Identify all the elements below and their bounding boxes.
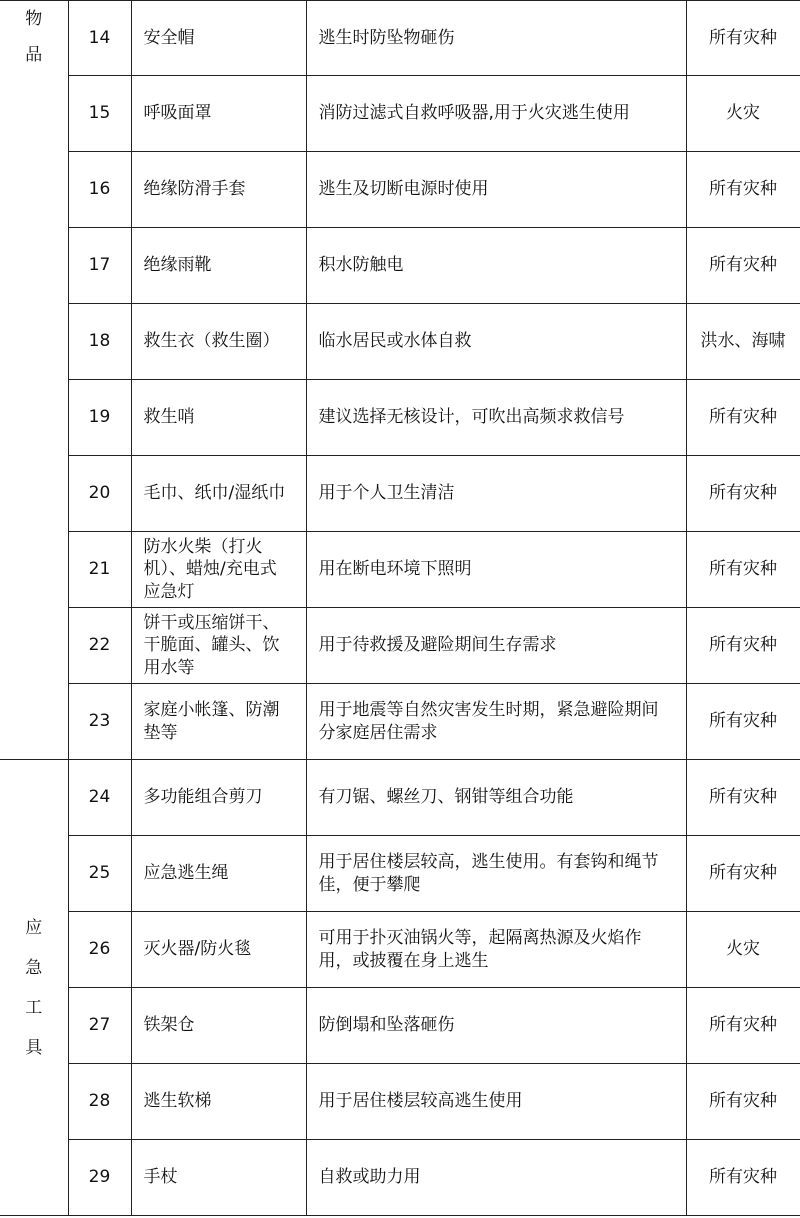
row-number: 29 bbox=[68, 1140, 131, 1216]
row-number: 22 bbox=[68, 608, 131, 684]
item-usage: 自救或助力用 bbox=[306, 1140, 686, 1216]
row-number: 18 bbox=[68, 304, 131, 380]
row-number: 14 bbox=[68, 1, 131, 76]
item-usage: 用于地震等自然灾害发生时期，紧急避险期间分家庭居住需求 bbox=[306, 684, 686, 760]
disaster-scope: 火灾 bbox=[686, 912, 800, 988]
row-number: 23 bbox=[68, 684, 131, 760]
disaster-scope: 所有灾种 bbox=[686, 456, 800, 532]
item-usage: 用于居住楼层较高，逃生使用。有套钩和绳节佳，便于攀爬 bbox=[306, 836, 686, 912]
disaster-scope: 洪水、海啸 bbox=[686, 304, 800, 380]
row-number: 27 bbox=[68, 988, 131, 1064]
category-cell bbox=[0, 760, 68, 1216]
row-number: 15 bbox=[68, 76, 131, 152]
item-name: 安全帽 bbox=[131, 1, 306, 76]
disaster-scope: 所有灾种 bbox=[686, 988, 800, 1064]
category-char: 应 bbox=[25, 917, 43, 938]
disaster-scope: 所有灾种 bbox=[686, 836, 800, 912]
item-name: 防水火柴（打火机）、蜡烛/充电式应急灯 bbox=[131, 532, 306, 608]
item-name: 饼干或压缩饼干、干脆面、罐头、饮用水等 bbox=[131, 608, 306, 684]
table-row bbox=[0, 1, 800, 76]
row-number: 21 bbox=[68, 532, 131, 608]
table-row bbox=[0, 1064, 800, 1140]
table-row bbox=[0, 1140, 800, 1216]
item-usage: 用于待救援及避险期间生存需求 bbox=[306, 608, 686, 684]
table-row bbox=[0, 532, 800, 608]
disaster-scope: 所有灾种 bbox=[686, 1064, 800, 1140]
row-number: 28 bbox=[68, 1064, 131, 1140]
item-usage: 消防过滤式自救呼吸器,用于火灾逃生使用 bbox=[306, 76, 686, 152]
item-name: 应急逃生绳 bbox=[131, 836, 306, 912]
item-name: 家庭小帐篷、防潮垫等 bbox=[131, 684, 306, 760]
table-row bbox=[0, 988, 800, 1064]
table-row bbox=[0, 228, 800, 304]
row-number: 16 bbox=[68, 152, 131, 228]
item-usage: 用于个人卫生清洁 bbox=[306, 456, 686, 532]
item-usage: 积水防触电 bbox=[306, 228, 686, 304]
item-usage: 逃生时防坠物砸伤 bbox=[306, 1, 686, 76]
row-number: 26 bbox=[68, 912, 131, 988]
disaster-scope: 所有灾种 bbox=[686, 380, 800, 456]
row-number: 25 bbox=[68, 836, 131, 912]
item-name: 绝缘雨靴 bbox=[131, 228, 306, 304]
item-usage: 可用于扑灭油锅火等，起隔离热源及火焰作用，或披覆在身上逃生 bbox=[306, 912, 686, 988]
category-char: 具 bbox=[25, 1037, 43, 1058]
row-number: 19 bbox=[68, 380, 131, 456]
item-name: 灭火器/防火毯 bbox=[131, 912, 306, 988]
table-row bbox=[0, 912, 800, 988]
item-name: 手杖 bbox=[131, 1140, 306, 1216]
disaster-scope: 所有灾种 bbox=[686, 684, 800, 760]
table-row bbox=[0, 836, 800, 912]
table-row bbox=[0, 152, 800, 228]
row-number: 20 bbox=[68, 456, 131, 532]
item-name: 救生哨 bbox=[131, 380, 306, 456]
item-name: 铁架仓 bbox=[131, 988, 306, 1064]
table-row bbox=[0, 608, 800, 684]
item-usage: 建议选择无核设计，可吹出高频求救信号 bbox=[306, 380, 686, 456]
table-body bbox=[0, 1, 800, 1216]
item-name: 救生衣（救生圈） bbox=[131, 304, 306, 380]
category-char: 急 bbox=[25, 957, 43, 978]
item-usage: 临水居民或水体自救 bbox=[306, 304, 686, 380]
table-row bbox=[0, 456, 800, 532]
category-cell bbox=[0, 1, 68, 760]
table-row bbox=[0, 304, 800, 380]
category-char: 物 bbox=[25, 9, 43, 29]
category-char: 品 bbox=[25, 45, 43, 65]
table-row bbox=[0, 380, 800, 456]
item-usage: 逃生及切断电源时使用 bbox=[306, 152, 686, 228]
item-name: 逃生软梯 bbox=[131, 1064, 306, 1140]
table-row bbox=[0, 76, 800, 152]
disaster-scope: 所有灾种 bbox=[686, 608, 800, 684]
item-name: 绝缘防滑手套 bbox=[131, 152, 306, 228]
row-number: 17 bbox=[68, 228, 131, 304]
disaster-scope: 所有灾种 bbox=[686, 228, 800, 304]
disaster-scope: 所有灾种 bbox=[686, 152, 800, 228]
disaster-scope: 所有灾种 bbox=[686, 1140, 800, 1216]
disaster-scope: 所有灾种 bbox=[686, 1, 800, 76]
table-row bbox=[0, 760, 800, 836]
disaster-scope: 所有灾种 bbox=[686, 760, 800, 836]
table-row bbox=[0, 684, 800, 760]
item-name: 多功能组合剪刀 bbox=[131, 760, 306, 836]
disaster-scope: 所有灾种 bbox=[686, 532, 800, 608]
item-name: 毛巾、纸巾/湿纸巾 bbox=[131, 456, 306, 532]
row-number: 24 bbox=[68, 760, 131, 836]
item-name: 呼吸面罩 bbox=[131, 76, 306, 152]
item-usage: 用于居住楼层较高逃生使用 bbox=[306, 1064, 686, 1140]
disaster-scope: 火灾 bbox=[686, 76, 800, 152]
category-char: 工 bbox=[25, 997, 43, 1018]
item-usage: 防倒塌和坠落砸伤 bbox=[306, 988, 686, 1064]
item-usage: 有刀锯、螺丝刀、钢钳等组合功能 bbox=[306, 760, 686, 836]
item-usage: 用在断电环境下照明 bbox=[306, 532, 686, 608]
